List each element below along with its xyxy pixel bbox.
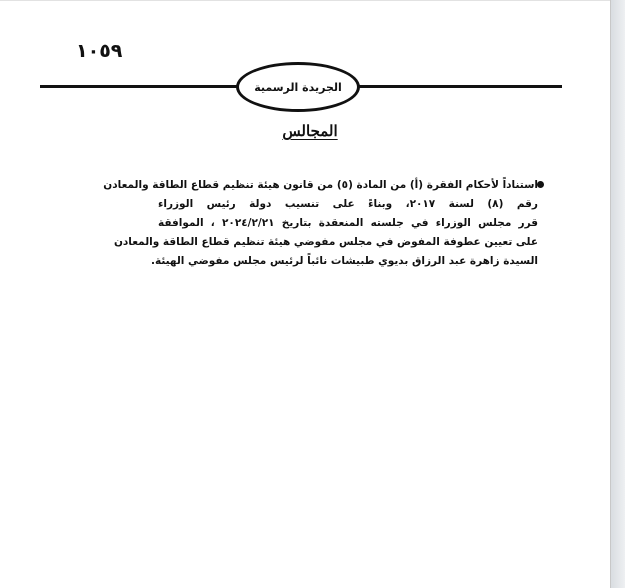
- decree-line: استناداً لأحكام الفقرة (أ) من المادة (٥) من قانون هيئة تنظيم قطاع الطاقة والمعادن: [103, 179, 538, 191]
- publication-name-oval: [236, 62, 360, 112]
- section-title: المجالس: [282, 122, 338, 140]
- page-number: ١٠٥٩: [76, 40, 123, 62]
- decree-line: السيدة زاهرة عبد الرزاق بديوي طبيشات نائباً لرئيس مجلس مفوضي الهيئة.: [150, 255, 538, 267]
- page-top-border: [0, 0, 610, 7]
- publication-name: الجريدة الرسمية: [254, 80, 342, 94]
- decree-line: قرر مجلس الوزراء في جلسته المنعقدة بتاريخ ٢٠٢٤/٢/٢١ ، الموافقة: [158, 217, 538, 229]
- decree-line: رقم (٨) لسنة ٢٠١٧، وبناءً على تنسيب دولة رئيس الوزراء: [158, 198, 538, 210]
- bullet-icon: [537, 181, 544, 188]
- decree-paragraph: [103, 176, 538, 271]
- viewer-background: [611, 0, 625, 588]
- decree-line: على تعيين عطوفة المفوض في مجلس مفوضي هيئة تنظيم قطاع الطاقة والمعادن: [113, 236, 538, 248]
